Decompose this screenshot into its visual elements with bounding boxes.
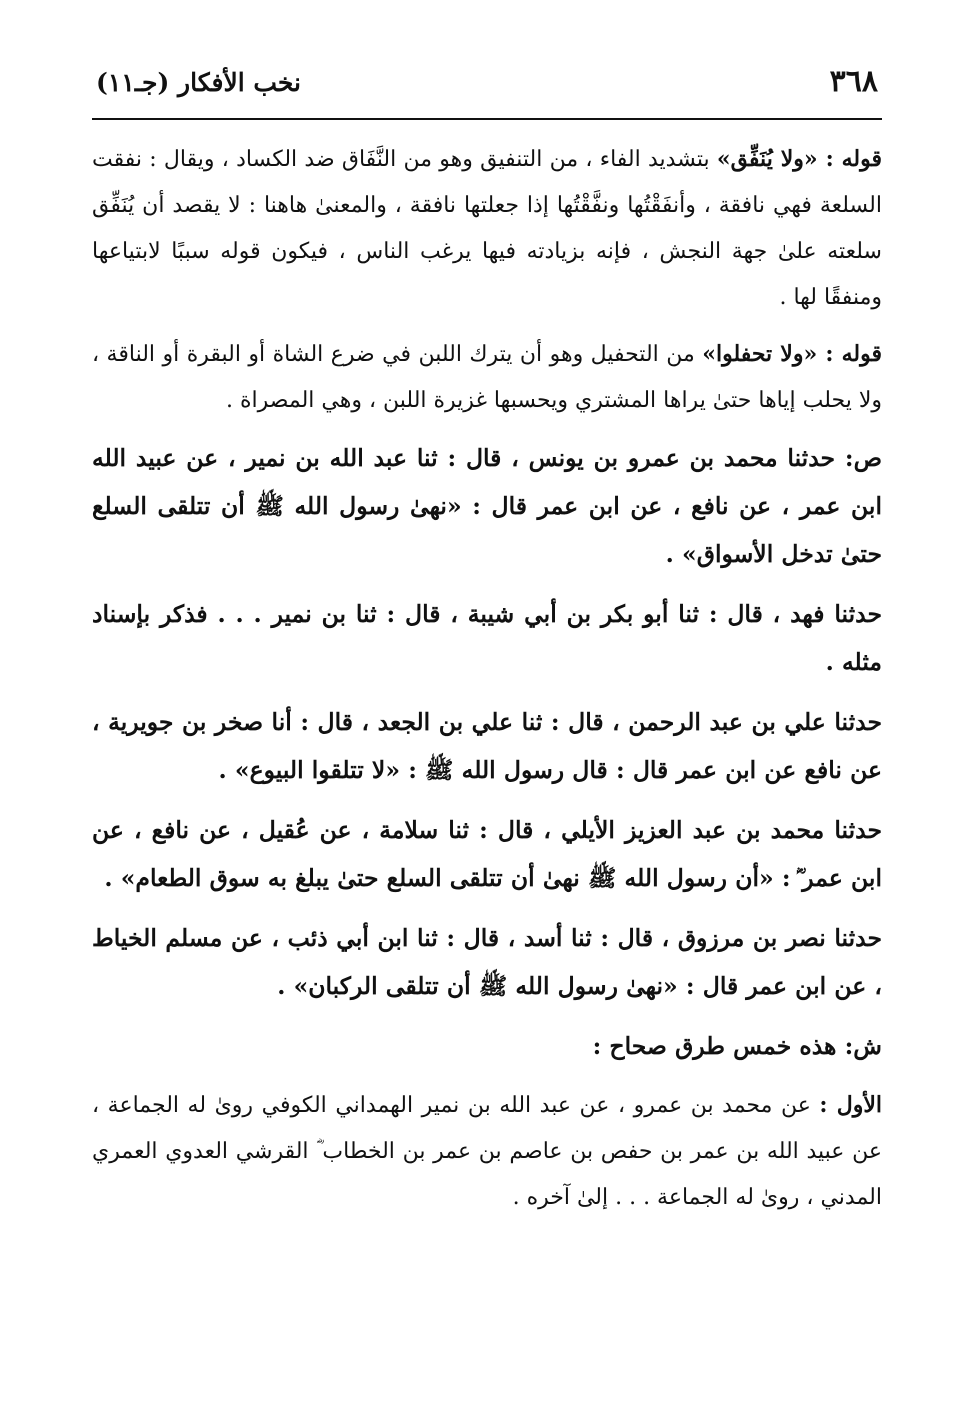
paragraph-text: حدثنا علي بن عبد الرحمن ، قال : ثنا علي بن الجعد ، قال : أنا صخر بن جويرية ، عن نافع عن ابن عمر قال : قال رسول الله ﷺ : «لا تتلقوا البيوع» . — [92, 708, 882, 784]
paragraph-text: بتشديد الفاء ، من التنفيق وهو من النَّفَاق ضد الكساد ، ويقال : نفقت السلعة فهي نافقة ، وأنفَقْتُها ونفَّقْتُها إذا جعلتها نافقة ، والمعنىٰ هاهنا : لا يقصد أن يُنَفِّق سلعته علىٰ جهة النجش ، فإنه بزيادته فيها يرغب الناس ، فيكون قوله سببًا لابتياعها ومنفقًا لها . — [92, 147, 882, 310]
paragraph-hadith-1 — [92, 434, 882, 578]
header-rule — [92, 118, 882, 120]
paragraph-commentary-2 — [92, 331, 882, 424]
paragraph-text: حدثنا فهد ، قال : ثنا أبو بكر بن أبي شيبة ، قال : ثنا بن نمير . . . فذكر بإسناد مثله . — [92, 600, 882, 676]
paragraph-text: عن محمد بن عمرو ، عن عبد الله بن نمير الهمداني الكوفي روىٰ له الجماعة ، عن عبيد الله بن عمر بن حفص بن عاصم بن عمر بن الخطاب ؓ القرشي العدوي العمري المدني ، روىٰ له الجماعة . . . إلىٰ آخره . — [92, 1093, 882, 1210]
page-body — [92, 136, 882, 1221]
paragraph-text: حدثنا محمد بن عمرو بن يونس ، قال : ثنا عبد الله بن نمير ، عن عبيد الله ابن عمر ، عن نافع ، عن ابن عمر قال : «نهىٰ رسول الله ﷺ أن تتلقى السلع حتىٰ تدخل الأسواق» . — [92, 444, 882, 568]
book-page — [92, 64, 882, 1231]
paragraph-lead: قوله : «ولا يُنَفِّق» — [716, 146, 882, 172]
paragraph-lead: ص: — [844, 444, 882, 472]
paragraph-hadith-4 — [92, 806, 882, 902]
paragraph-commentary-3 — [92, 1082, 882, 1221]
paragraph-commentary-1 — [92, 136, 882, 321]
paragraph-text: حدثنا نصر بن مرزوق ، قال : ثنا أسد ، قال : ثنا ابن أبي ذئب ، عن مسلم الخياط ، عن ابن عمر قال : «نهىٰ رسول الله ﷺ أن تتلقى الركبان» . — [92, 924, 882, 1000]
page-number: ٣٦٨ — [829, 64, 878, 99]
paragraph-text: ش: هذه خمس طرق صحاح : — [592, 1032, 882, 1060]
paragraph-text: حدثنا محمد بن عبد العزيز الأيلي ، قال : ثنا سلامة ، عن عُقيل ، عن نافع ، عن ابن عمر ؓ : «أن رسول الله ﷺ نهىٰ أن تتلقى السلع حتىٰ يبلغ به سوق الطعام» . — [92, 816, 882, 892]
paragraph-hadith-2 — [92, 590, 882, 686]
paragraph-lead: الأول : — [819, 1092, 882, 1118]
paragraph-hadith-3 — [92, 698, 882, 794]
paragraph-hadith-5 — [92, 914, 882, 1010]
book-title: نخب الأفكار (جـ١١) — [96, 68, 302, 97]
paragraph-lead: قوله : «ولا تحفلوا» — [702, 341, 882, 367]
paragraph-text: من التحفيل وهو أن يترك اللبن في ضرع الشاة أو البقرة أو الناقة ، ولا يحلب إياها حتىٰ يراها المشتري ويحسبها غزيرة اللبن ، وهي المصراة . — [92, 342, 882, 413]
section-heading — [92, 1022, 882, 1070]
running-header — [92, 64, 882, 110]
